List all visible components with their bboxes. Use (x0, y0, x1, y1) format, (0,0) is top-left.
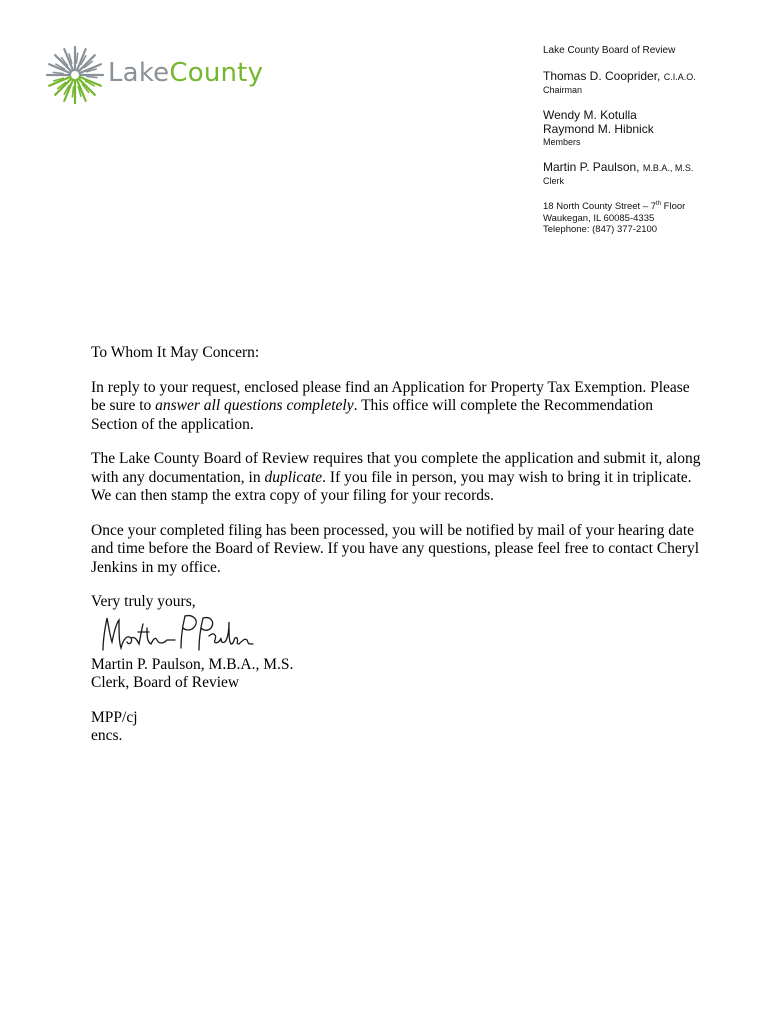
chairman-block (543, 69, 758, 96)
logo-word-lake: Lake (108, 58, 170, 88)
emphasis: answer all questions completely (155, 397, 354, 414)
member-name: Raymond M. Hibnick (543, 122, 654, 136)
handwritten-signature (97, 610, 257, 656)
chairman-name: Thomas D. Cooprider, (543, 69, 661, 83)
signer-name: Martin P. Paulson, M.B.A., M.S. (91, 655, 294, 673)
logo-word-county: County (169, 58, 264, 88)
paragraph-1: In reply to your request, enclosed please find an Application for Property Tax Exemption. Please be sure to answer all questions completely. This office will complete the Recommendation Section of the application. (91, 378, 690, 433)
telephone-line: Telephone: (847) 377-2100 (543, 224, 658, 235)
member-name: Wendy M. Kotulla (543, 108, 637, 122)
salutation: To Whom It May Concern: (91, 344, 260, 361)
paragraph-2: The Lake County Board of Review requires that you complete the application and submit it, along with any documentation, in duplicate. If you file in person, you may wish to bring it in triplicate. We can then stamp the extra copy of your filing for your records. (91, 450, 701, 504)
office-address (543, 201, 758, 236)
signer-block (91, 656, 701, 693)
clerk-block (543, 160, 758, 187)
logo-ray (72, 87, 73, 97)
logo-ray (87, 76, 97, 77)
initials: MPP/cj (91, 708, 138, 726)
clerk-role: Clerk (543, 176, 565, 186)
lake-county-logo (44, 44, 264, 108)
chairman-role: Chairman (543, 85, 583, 95)
letterhead (543, 44, 758, 236)
chairman-credentials: C.I.A.O. (663, 72, 696, 82)
address-line: 18 North County Street – 7th Floor (543, 200, 686, 212)
closing: Very truly yours, (91, 593, 196, 610)
letterhead-org: Lake County Board of Review (543, 45, 676, 56)
reference-block (91, 709, 701, 746)
paragraph-3: Once your completed filing has been processed, you will be notified by mail of your hearing date and time before the Board of Review. If you have any questions, please feel free to contact Cheryl Jenkins in my office. (91, 521, 700, 576)
members-role: Members (543, 137, 581, 147)
lake-county-starburst-icon (44, 44, 106, 106)
letter-body (91, 344, 701, 746)
members-block (543, 108, 758, 148)
logo-ray (53, 72, 63, 73)
logo-ray (76, 53, 77, 63)
signer-title: Clerk, Board of Review (91, 674, 240, 691)
enclosures: encs. (91, 727, 123, 744)
chairman-name-line (543, 69, 758, 84)
address-line: Waukegan, IL 60085-4335 (543, 212, 655, 224)
clerk-name: Martin P. Paulson, (543, 160, 640, 174)
clerk-name-line (543, 160, 758, 175)
logo-wordmark (108, 58, 263, 88)
clerk-credentials: M.B.A., M.S. (642, 163, 694, 173)
emphasis: duplicate (264, 468, 323, 486)
